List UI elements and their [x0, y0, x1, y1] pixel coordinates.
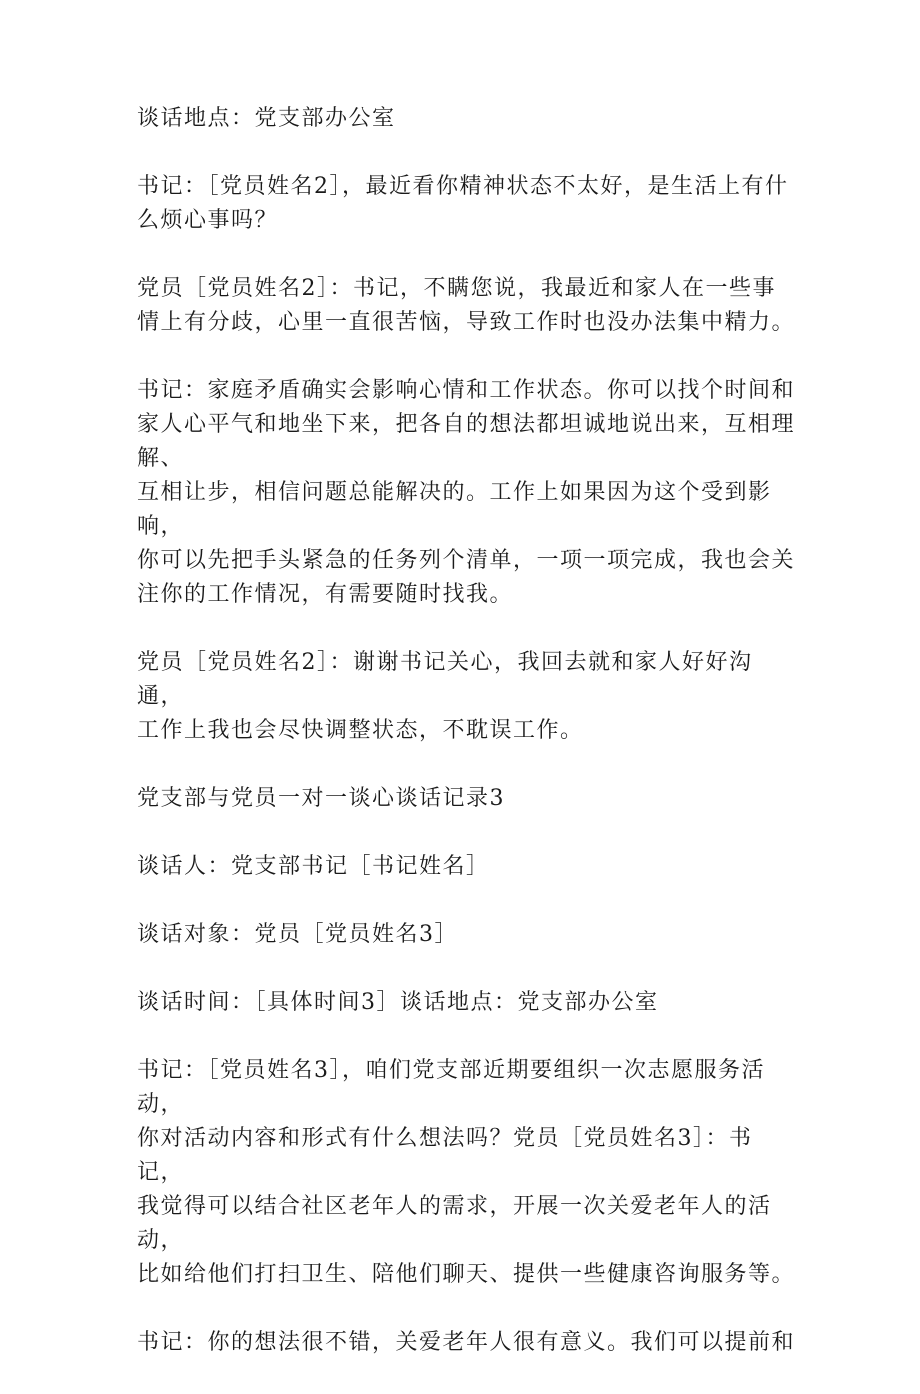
section-title-record-3: 党支部与党员一对一谈心谈话记录3: [137, 786, 505, 811]
paragraph-secretary-question-2: 书记：［党员姓名2］，最近看你精神状态不太好，是生活上有什 么烦心事吗？: [137, 174, 789, 233]
document-page: [137, 102, 797, 1394]
paragraph-meeting-place: 谈话地点：党支部办公室: [137, 106, 396, 131]
paragraph-volunteer-discussion: 书记：［党员姓名3］，咱们党支部近期要组织一次志愿服务活动， 你对活动内容和形式有什么想法吗？党员［党员姓名3］：书记， 我觉得可以结合社区老年人的需求，开展一次关爱老年人的活动， 比如给他们打扫卫生、陪他们聊天、提供一些健康咨询服务等。: [137, 1058, 796, 1287]
paragraph-secretary-advice-2: 书记：家庭矛盾确实会影响心情和工作状态。你可以找个时间和 家人心平气和地坐下来，把各自的想法都坦诚地说出来，互相理解、 互相让步，相信问题总能解决的。工作上如果因为这个受到影响， 你可以先把手头紧急的任务列个清单，一项一项完成，我也会关 注你的工作情况，有需要随时找我。: [137, 378, 796, 607]
paragraph-time-place: 谈话时间：［具体时间3］谈话地点：党支部办公室: [137, 990, 659, 1015]
paragraph-secretary-response-3: 书记：你的想法很不错，关爱老年人很有意义。我们可以提前和: [137, 1330, 796, 1355]
paragraph-member-thanks-2: 党员［党员姓名2］：谢谢书记关心，我回去就和家人好好沟通， 工作上我也会尽快调整状态，不耽误工作。: [137, 650, 753, 743]
paragraph-interviewer: 谈话人：党支部书记［书记姓名］: [137, 854, 490, 879]
paragraph-member-reply-2: 党员［党员姓名2］：书记，不瞒您说，我最近和家人在一些事 情上有分歧，心里一直很苦恼，导致工作时也没办法集中精力。: [137, 276, 796, 335]
paragraph-interviewee: 谈话对象：党员［党员姓名3］: [137, 922, 458, 947]
